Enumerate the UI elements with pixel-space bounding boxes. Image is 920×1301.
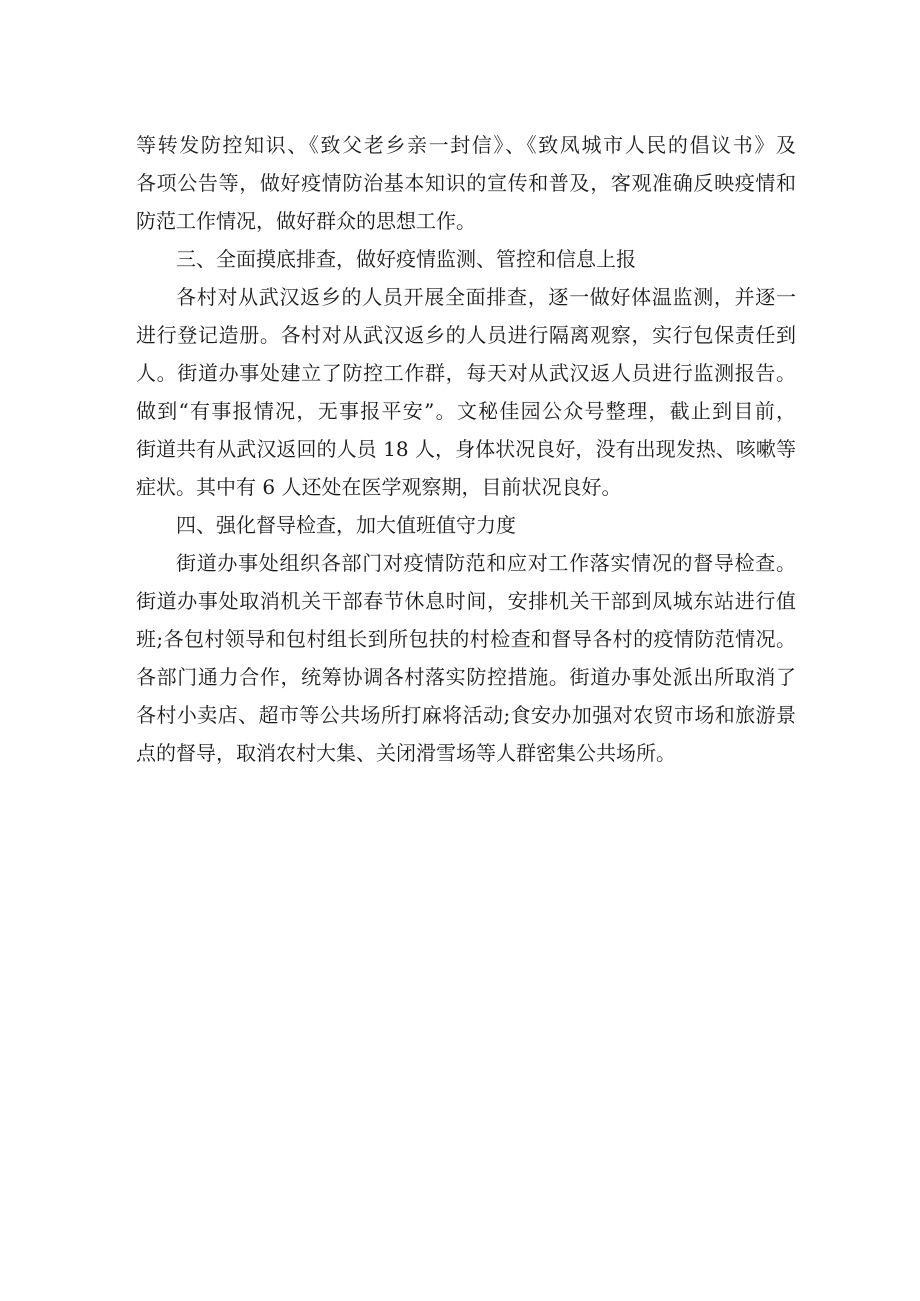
text-line: 等转发防控知识、《致父老乡亲一封信》、《致凤城市人民的倡议书》及 [136,133,796,157]
text-line: 街道办事处组织各部门对疫情防范和应对工作落实情况的督导检查。 [176,551,796,575]
text-line: 街道共有从武汉返回的人员 18 人，身体状况良好，没有出现发热、咳嗽等 [136,437,796,461]
text-line: 防范工作情况，做好群众的思想工作。 [136,209,476,233]
paragraph-screening [136,278,796,506]
section-heading-three: 三、全面摸底排查，做好疫情监测、管控和信息上报 [176,247,636,271]
text-line: 人。街道办事处建立了防控工作群，每天对从武汉返人员进行监测报告。 [136,361,796,385]
text-line: 进行登记造册。各村对从武汉返乡的人员进行隔离观察，实行包保责任到 [136,323,796,347]
text-line: 各项公告等，做好疫情防治基本知识的宣传和普及，客观准确反映疫情和 [136,171,796,195]
text-line: 各部门通力合作，统筹协调各村落实防控措施。街道办事处派出所取消了 [136,665,796,689]
text-line: 各村对从武汉返乡的人员开展全面排查，逐一做好体温监测，并逐一 [176,285,796,309]
document-body [136,126,796,772]
paragraph-supervision [136,544,796,772]
text-line: 各村小卖店、超市等公共场所打麻将活动;食安办加强对农贸市场和旅游景 [136,703,796,727]
paragraph-publicity-continued [136,126,796,240]
text-line: 班;各包村领导和包村组长到所包扶的村检查和督导各村的疫情防范情况。 [136,627,796,651]
text-line: 症状。其中有 6 人还处在医学观察期，目前状况良好。 [136,475,622,499]
text-line: 街道办事处取消机关干部春节休息时间，安排机关干部到凤城东站进行值 [136,589,796,613]
section-heading-four: 四、强化督导检查，加大值班值守力度 [176,513,516,537]
text-line: 点的督导，取消农村大集、关闭滑雪场等人群密集公共场所。 [136,741,676,765]
text-line: 做到“有事报情况，无事报平安”。文秘佳园公众号整理，截止到目前， [136,399,796,423]
